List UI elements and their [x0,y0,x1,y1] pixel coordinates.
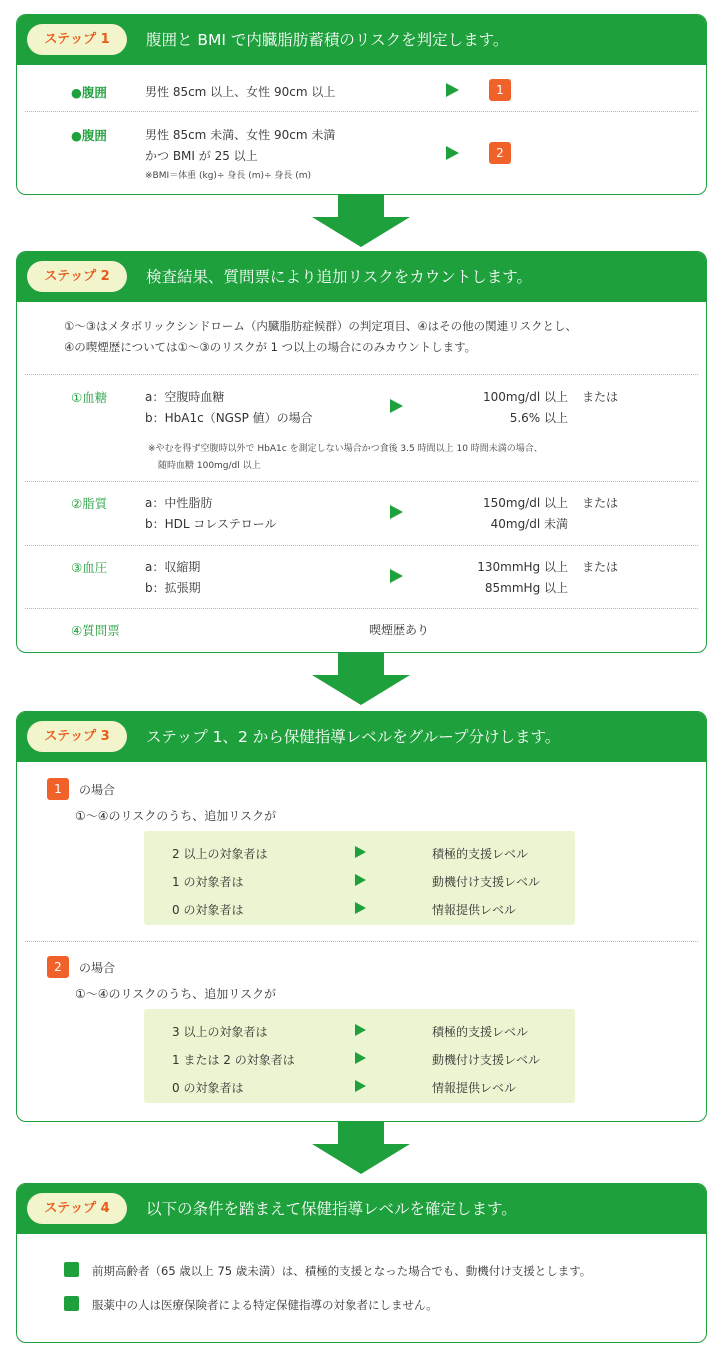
step1-row1-text: 男性 85cm 以上、女性 90cm 以上 [145,85,336,99]
step2-item1-label: ①血糖 [71,390,108,405]
step4-item2: 服薬中の人は医療保険者による特定保健指導の対象者にしません。 [92,1298,438,1312]
step2-item1-a: a：空腹時血糖 [145,390,225,404]
step3-case2-row3-left: 0 の対象者は [172,1081,244,1095]
step2-item4-label: ④質問票 [71,623,120,638]
step3-pill: ステップ 3 [27,721,127,752]
step3-case2-box [144,1009,575,1103]
step4-title: 以下の条件を踏まえて保健指導レベルを確定します。 [146,1200,517,1218]
step1-card [16,14,707,195]
step3-case2-badge: 2 [47,956,69,978]
step3-card [16,711,707,1122]
step1-row2-line2: かつ BMI が 25 以上 [145,149,258,163]
step2-item1-b: b：HbA1c（NGSP 値）の場合 [145,411,313,425]
step1-row1-label: ●腹囲 [71,85,107,100]
step3-case1-sub: ①〜④のリスクのうち、追加リスクが [75,809,277,823]
step2-item3-va: 130mmHg 以上 [477,560,568,574]
step3-title: ステップ 1、2 から保健指導レベルをグループ分けします。 [146,728,561,746]
step2-intro-line1: ①〜③はメタボリックシンドローム（内臓脂肪症候群）の判定項目、④はその他の関連リスクとし、 [64,319,577,333]
arrow-right-icon [390,505,403,519]
step2-item1-vb: 5.6% 以上 [509,411,568,425]
arrow-right-icon [355,1080,366,1092]
step2-pill: ステップ 2 [27,261,127,292]
step2-intro-line2: ④の喫煙歴については①〜③のリスクが 1 つ以上の場合にのみカウントします。 [64,340,477,354]
step2-item4-value: 喫煙歴あり [369,623,430,637]
step1-pill: ステップ 1 [27,24,127,55]
step2-item2-a: a：中性脂肪 [145,496,213,510]
bullet-square-icon [64,1296,79,1311]
divider [25,374,698,375]
down-arrow-icon [312,1122,410,1174]
step3-case2-sub: ①〜④のリスクのうち、追加リスクが [75,987,277,1001]
step2-item2-or: または [582,496,619,510]
step1-row2-line1: 男性 85cm 未満、女性 90cm 未満 [145,128,336,142]
step2-item2-va: 150mg/dl 以上 [482,496,568,510]
arrow-right-icon [355,1052,366,1064]
step2-card [16,251,707,653]
step3-case2-row1-left: 3 以上の対象者は [172,1025,268,1039]
step4-header [17,1184,706,1234]
step2-item1-note1: ※やむを得ず空腹時以外で HbA1c を測定しない場合かつ食後 3.5 時間以上 10 時間未満の場合、 [148,444,543,454]
divider [25,608,698,609]
down-arrow-icon [312,653,410,705]
step1-row2-badge: 2 [489,142,511,164]
step2-item3-a: a：収縮期 [145,560,201,574]
arrow-right-icon [390,399,403,413]
step2-item3-b: b：拡張期 [145,581,201,595]
step1-title: 腹囲と BMI で内臓脂肪蓄積のリスクを判定します。 [146,31,509,49]
step3-case2-label: の場合 [79,961,116,975]
step2-item2-label: ②脂質 [71,496,108,511]
arrow-right-icon [355,1024,366,1036]
divider [25,545,698,546]
step3-case2-row2-left: 1 または 2 の対象者は [172,1053,295,1067]
step3-case1-row3-right: 情報提供レベル [432,903,517,917]
step2-item1-or: または [582,390,619,404]
step3-case1-box [144,831,575,925]
bullet-square-icon [64,1262,79,1277]
step3-case2-row1-right: 積極的支援レベル [432,1025,529,1039]
step3-header [17,712,706,762]
step2-header [17,252,706,302]
step2-item3-or: または [582,560,619,574]
step3-case2-row2-right: 動機付け支援レベル [432,1053,541,1067]
step4-item1: 前期高齢者（65 歳以上 75 歳未満）は、積極的支援となった場合でも、動機付け支援とします。 [92,1264,592,1278]
arrow-right-icon [355,846,366,858]
arrow-right-icon [446,83,459,97]
arrow-right-icon [390,569,403,583]
step3-case1-row2-left: 1 の対象者は [172,875,244,889]
step3-case1-row1-left: 2 以上の対象者は [172,847,268,861]
step2-item1-note2: 随時血糖 100mg/dl 以上 [158,461,261,471]
arrow-right-icon [446,146,459,160]
divider [25,941,698,942]
step2-item2-b: b：HDL コレステロール [145,517,277,531]
divider [25,111,698,112]
step2-title: 検査結果、質問票により追加リスクをカウントします。 [146,268,532,286]
divider [25,481,698,482]
step2-item2-vb: 40mg/dl 未満 [490,517,568,531]
step2-item1-va: 100mg/dl 以上 [482,390,568,404]
step2-item3-vb: 85mmHg 以上 [484,581,568,595]
down-arrow-icon [312,195,410,247]
step1-header [17,15,706,65]
step3-case1-badge: 1 [47,778,69,800]
step3-case1-row3-left: 0 の対象者は [172,903,244,917]
step4-pill: ステップ 4 [27,1193,127,1224]
step1-row2-note: ※BMI＝体重 (kg)÷ 身長 (m)÷ 身長 (m) [145,171,312,181]
step1-row2-label: ●腹囲 [71,128,107,143]
step2-item3-label: ③血圧 [71,560,108,575]
arrow-right-icon [355,902,366,914]
arrow-right-icon [355,874,366,886]
step3-case1-row2-right: 動機付け支援レベル [432,875,541,889]
step3-case1-row1-right: 積極的支援レベル [432,847,529,861]
step4-card [16,1183,707,1343]
step1-row1-badge: 1 [489,79,511,101]
step3-case1-label: の場合 [79,783,116,797]
step3-case2-row3-right: 情報提供レベル [432,1081,517,1095]
